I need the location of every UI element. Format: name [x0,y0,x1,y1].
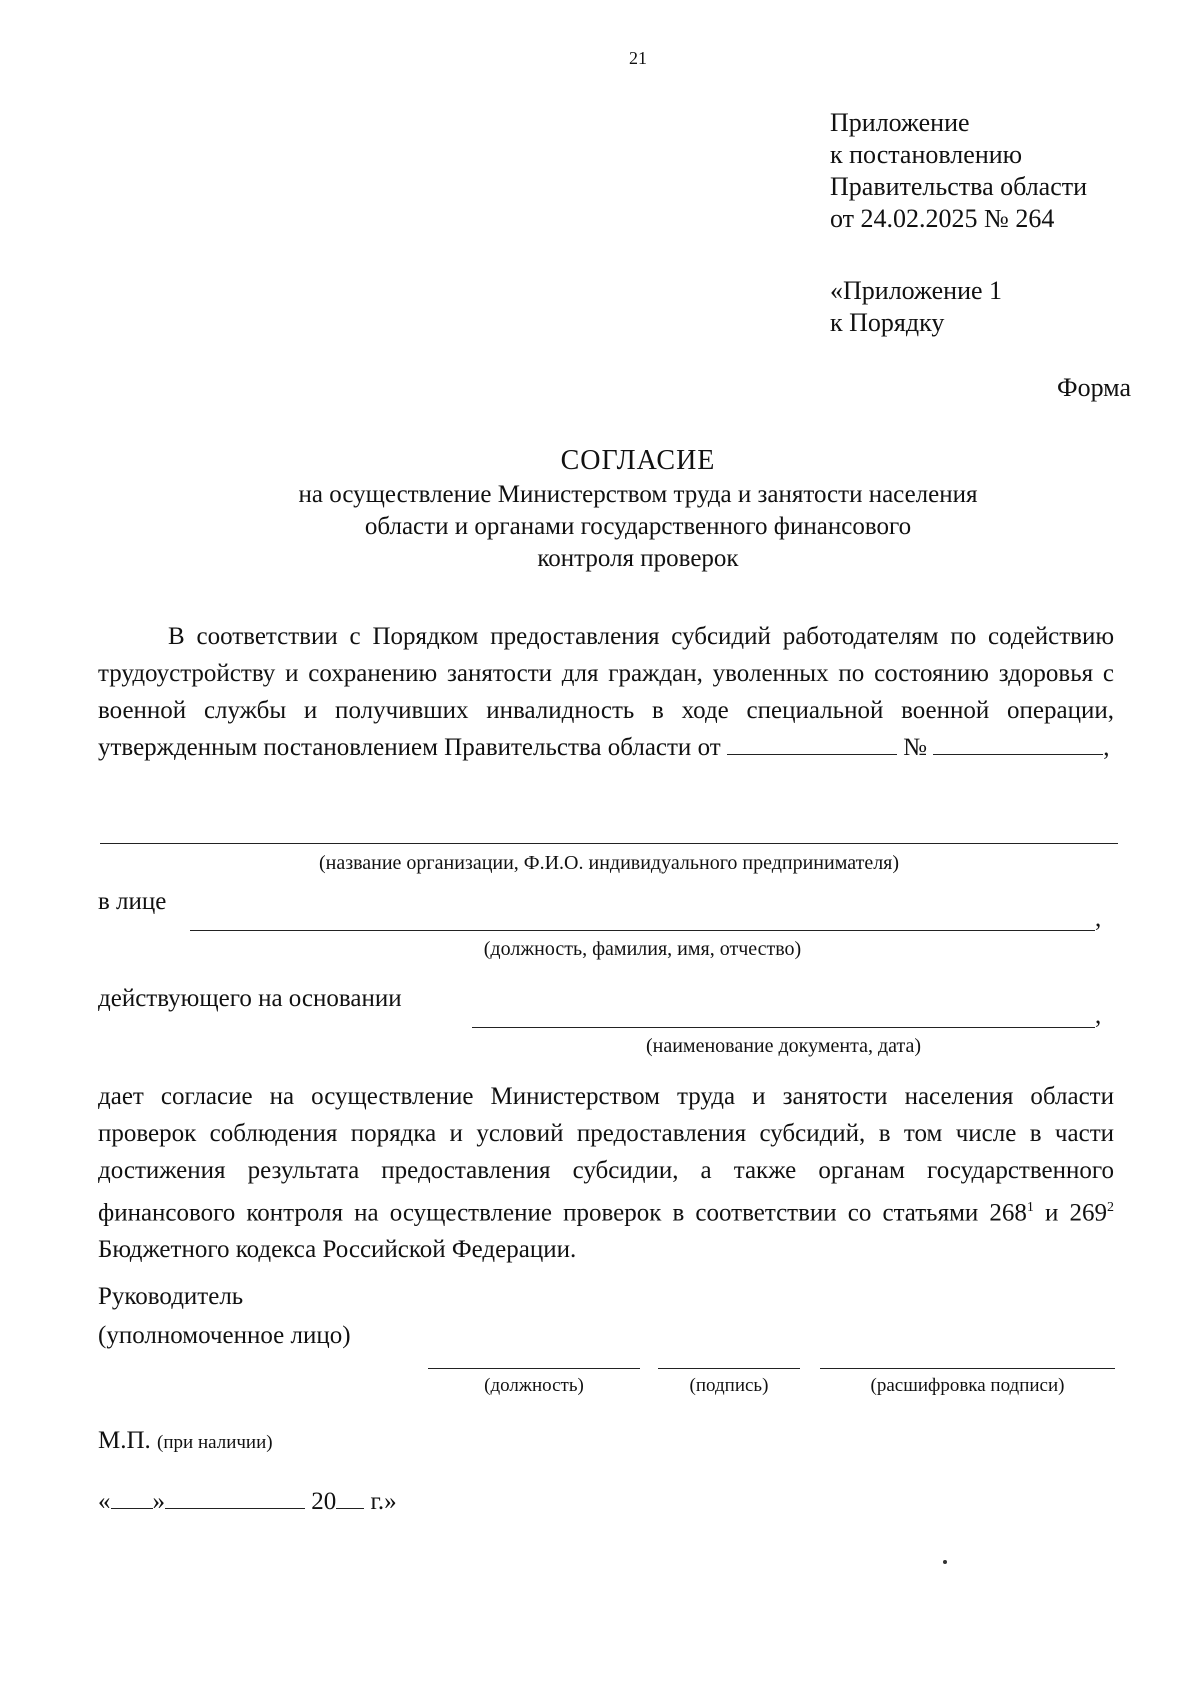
year-prefix: 20 [311,1488,337,1515]
consent-text: дает согласие на осуществление Министерством труда и занятости населения области проверок соблюдения порядка и условий предоставления субсидий, в том числе в части достижения результата предоставления субсидии, а также органам государственного финансового контроля на осуществление проверок в соответствии со статьями [98,1083,1114,1227]
acting-label: действующего на основании [98,985,402,1012]
title-block [100,443,1176,575]
signature-line[interactable] [658,1368,800,1369]
intro-comma: , [1103,734,1110,761]
conjunction: и [1033,1199,1070,1227]
org-name-line[interactable] [100,843,1118,844]
seal-block [98,1427,273,1455]
decree-date-blank[interactable] [727,734,897,755]
day-blank[interactable] [111,1488,153,1509]
line-comma: , [1095,1002,1102,1029]
document-caption: (наименование документа, дата) [645,1035,922,1057]
position-sign-line[interactable] [428,1368,640,1369]
position-caption: (должность, фамилия, имя, отчество) [483,938,802,960]
month-blank[interactable] [165,1488,305,1509]
signatory-line: Руководитель [98,1283,244,1310]
subtitle-line: на осуществление Министерством труда и занятости населения [298,481,978,508]
intro-from: от [697,734,721,761]
signatory-line: (уполномоченное лицо) [98,1322,351,1349]
article-number: 268 [989,1199,1027,1227]
line-comma: , [1095,905,1102,932]
seal-label: М.П. [98,1427,151,1454]
document-title: СОГЛАСИЕ [560,445,716,476]
sub-appendix-line: «Приложение 1 [830,276,1003,305]
basis-document-line[interactable] [472,1027,1095,1028]
subtitle-line: контроля проверок [537,545,739,572]
article-superscript: 1 [1026,1200,1034,1215]
article-superscript: 2 [1107,1200,1114,1215]
in-person-label: в лице [98,888,167,915]
appendix-line: от 24.02.2025 № 264 [830,204,1055,233]
open-quote: « [98,1488,111,1515]
close-quote: » [152,1488,165,1515]
sub-appendix-block [830,275,1002,339]
form-label: Форма [1057,373,1131,402]
decoding-caption: (расшифровка подписи) [870,1375,1065,1396]
article-number: 269 [1069,1199,1107,1227]
appendix-line: к постановлению [830,140,1023,169]
person-line[interactable] [190,930,1095,931]
appendix-line: Правительства области [830,172,1088,201]
seal-note: (при наличии) [157,1432,273,1453]
consent-paragraph [98,1078,1114,1268]
decree-number-blank[interactable] [933,734,1103,755]
appendix-block [830,107,1087,235]
position-caption-sign: (должность) [484,1375,584,1396]
consent-text-end: Бюджетного кодекса Российской Федерации. [98,1236,577,1264]
appendix-line: Приложение [830,108,970,137]
subtitle-line: области и органами государственного финансового [364,513,912,540]
intro-paragraph [98,618,1114,766]
org-caption: (название организации, Ф.И.О. индивидуального предпринимателя) [318,852,900,874]
sub-appendix-line: к Порядку [830,308,945,337]
decoding-line[interactable] [820,1368,1115,1369]
year-blank[interactable] [336,1488,364,1509]
date-line [98,1488,397,1516]
intro-text: В соответствии с Порядком предоставления субсидий работодателям по содействию трудоустройству и сохранению занятости для граждан, уволенных по состоянию здоровья с военной службы и получивших инвалидность в ходе специальной военной операции, утвержденным постановлением Правительства области [98,623,1114,761]
scan-dot [943,1560,947,1564]
signature-caption: (подпись) [689,1375,769,1396]
intro-number-sign: № [903,734,928,761]
year-suffix: г.» [370,1488,397,1515]
page-number: 21 [629,48,647,68]
